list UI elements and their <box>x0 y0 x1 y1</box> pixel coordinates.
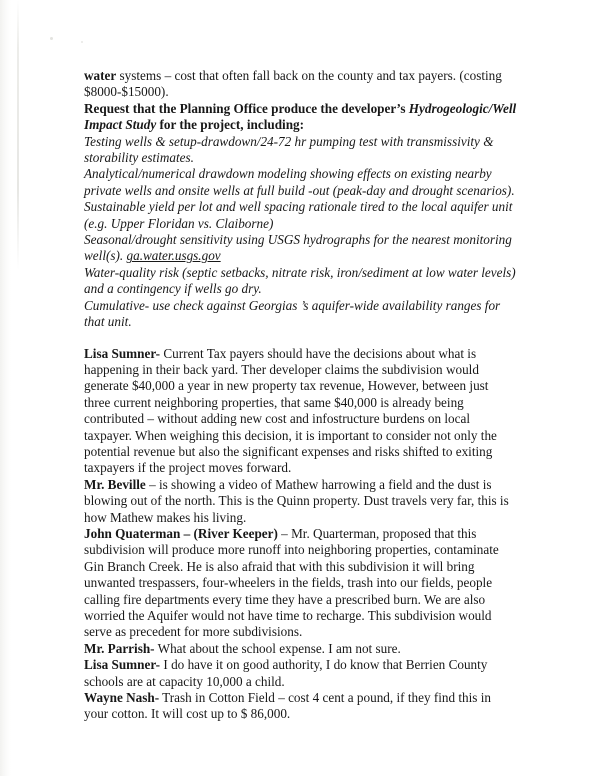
speaker-text-lisa-sumner-2: I do have it on good authority, I do know that Berrien County schools are at capacity 10,000 a child. <box>84 657 488 689</box>
seasonal-drought-text: Seasonal/drought sensitivity using USGS hydrographs for the nearest monitoring well(s). <box>84 232 512 264</box>
speaker-name-lisa-sumner-2: Lisa Sumner- <box>84 657 161 673</box>
speaker-paragraph-wayne-nash <box>84 690 518 723</box>
paragraph-request-study <box>84 101 518 134</box>
paragraph-water-systems-lead: water <box>84 68 117 83</box>
italic-item-sustainable-yield: Sustainable yield per lot and well spacing rationale tired to the local aquifer unit (e.g. Upper Floridan vs. Claiborne) <box>84 199 513 231</box>
speaker-name-lisa-sumner: Lisa Sumner- <box>84 345 161 361</box>
speaker-name-mr-parrish: Mr. Parrish- <box>84 640 155 656</box>
request-bold-tail: for the project, including: <box>156 117 305 133</box>
speaker-text-mr-parrish: What about the school expense. I am not sure. <box>154 640 401 656</box>
paragraph-water-systems-rest: systems – cost that often fall back on the county and tax payers. (costing $8000-$15000). <box>84 68 502 100</box>
italic-item-testing-wells: Testing wells & setup-drawdown/24-72 hr pumping test with transmissivity & storability estimates. <box>84 133 494 166</box>
speaker-text-wayne-nash: Trash in Cotton Field – cost 4 cent a pound, if they find this in your cotton. It will cost up to $ 86,000. <box>84 690 491 722</box>
speaker-text-mr-beville: – is showing a video of Mathew harrowing a field and the dust is blowing out of the north. This is the Quinn property. Dust travels very far, this is how Mathew makes his living. <box>84 476 509 525</box>
speaker-name-wayne-nash: Wayne Nash- <box>84 690 160 706</box>
italic-item-drawdown-modeling: Analytical/numerical drawdown modeling showing effects on existing nearby private wells and onsite wells at full build -out (peak-day and drought scenarios). <box>84 166 515 198</box>
paragraph-water-systems <box>84 68 518 101</box>
italic-item-water-quality-risk: Water-quality risk (septic setbacks, nitrate risk, iron/sediment at low water levels) and a contingency if wells go dry. <box>84 264 516 297</box>
speaker-paragraph-lisa-sumner-2 <box>84 657 518 690</box>
document-text-column <box>84 68 518 723</box>
speaker-paragraph-lisa-sumner-1 <box>84 346 518 477</box>
section-spacer <box>84 331 518 346</box>
speaker-paragraph-john-quaterman <box>84 526 518 641</box>
request-study-title: Hydrogeologic/Well Impact Study <box>84 100 517 133</box>
request-bold-lead: Request that the Planning Office produce the developer’s <box>84 100 409 116</box>
speaker-text-john-quaterman: – Mr. Quarterman, proposed that this subdivision will produce more runoff into neighboring properties, contaminate Gin Branch Creek. He is also afraid that with this subdivision it will bring unwanted trespassers, four-wheelers in the fields, trash into our fields, people calling fire departments every time they have a prescribed burn. We are also worried the Aquifer would not have time to recharge. This subdivision would serve as precedent for more subdivisions. <box>84 525 499 640</box>
italic-item-seasonal-drought <box>84 232 518 265</box>
speaker-text-lisa-sumner-1: Current Tax payers should have the decisions about what is happening in their back yard. Ther developer claims the subdivision would generate $40,000 a year in new property tax revenue, However, between just three current neighboring properties, that same $40,000 is already being contributed – without adding new cost and infostructure burdens on local taxpayer. When weighing this decision, it is important to consider not only the potential revenue but also the significant expenses and risks shifted to exiting taxpayers if the project moves forward. <box>84 345 497 476</box>
usgs-link[interactable]: ga.water.usgs.gov <box>126 248 221 264</box>
speaker-paragraph-mr-parrish <box>84 641 518 657</box>
speaker-name-john-quaterman: John Quaterman – (River Keeper) <box>84 525 278 541</box>
speaker-name-mr-beville: Mr. Beville <box>84 476 146 492</box>
italic-item-cumulative-use: Cumulative- use check against Georgias ’s aquifer-wide availability ranges for that unit. <box>84 297 501 330</box>
speaker-paragraph-mr-beville <box>84 477 518 526</box>
